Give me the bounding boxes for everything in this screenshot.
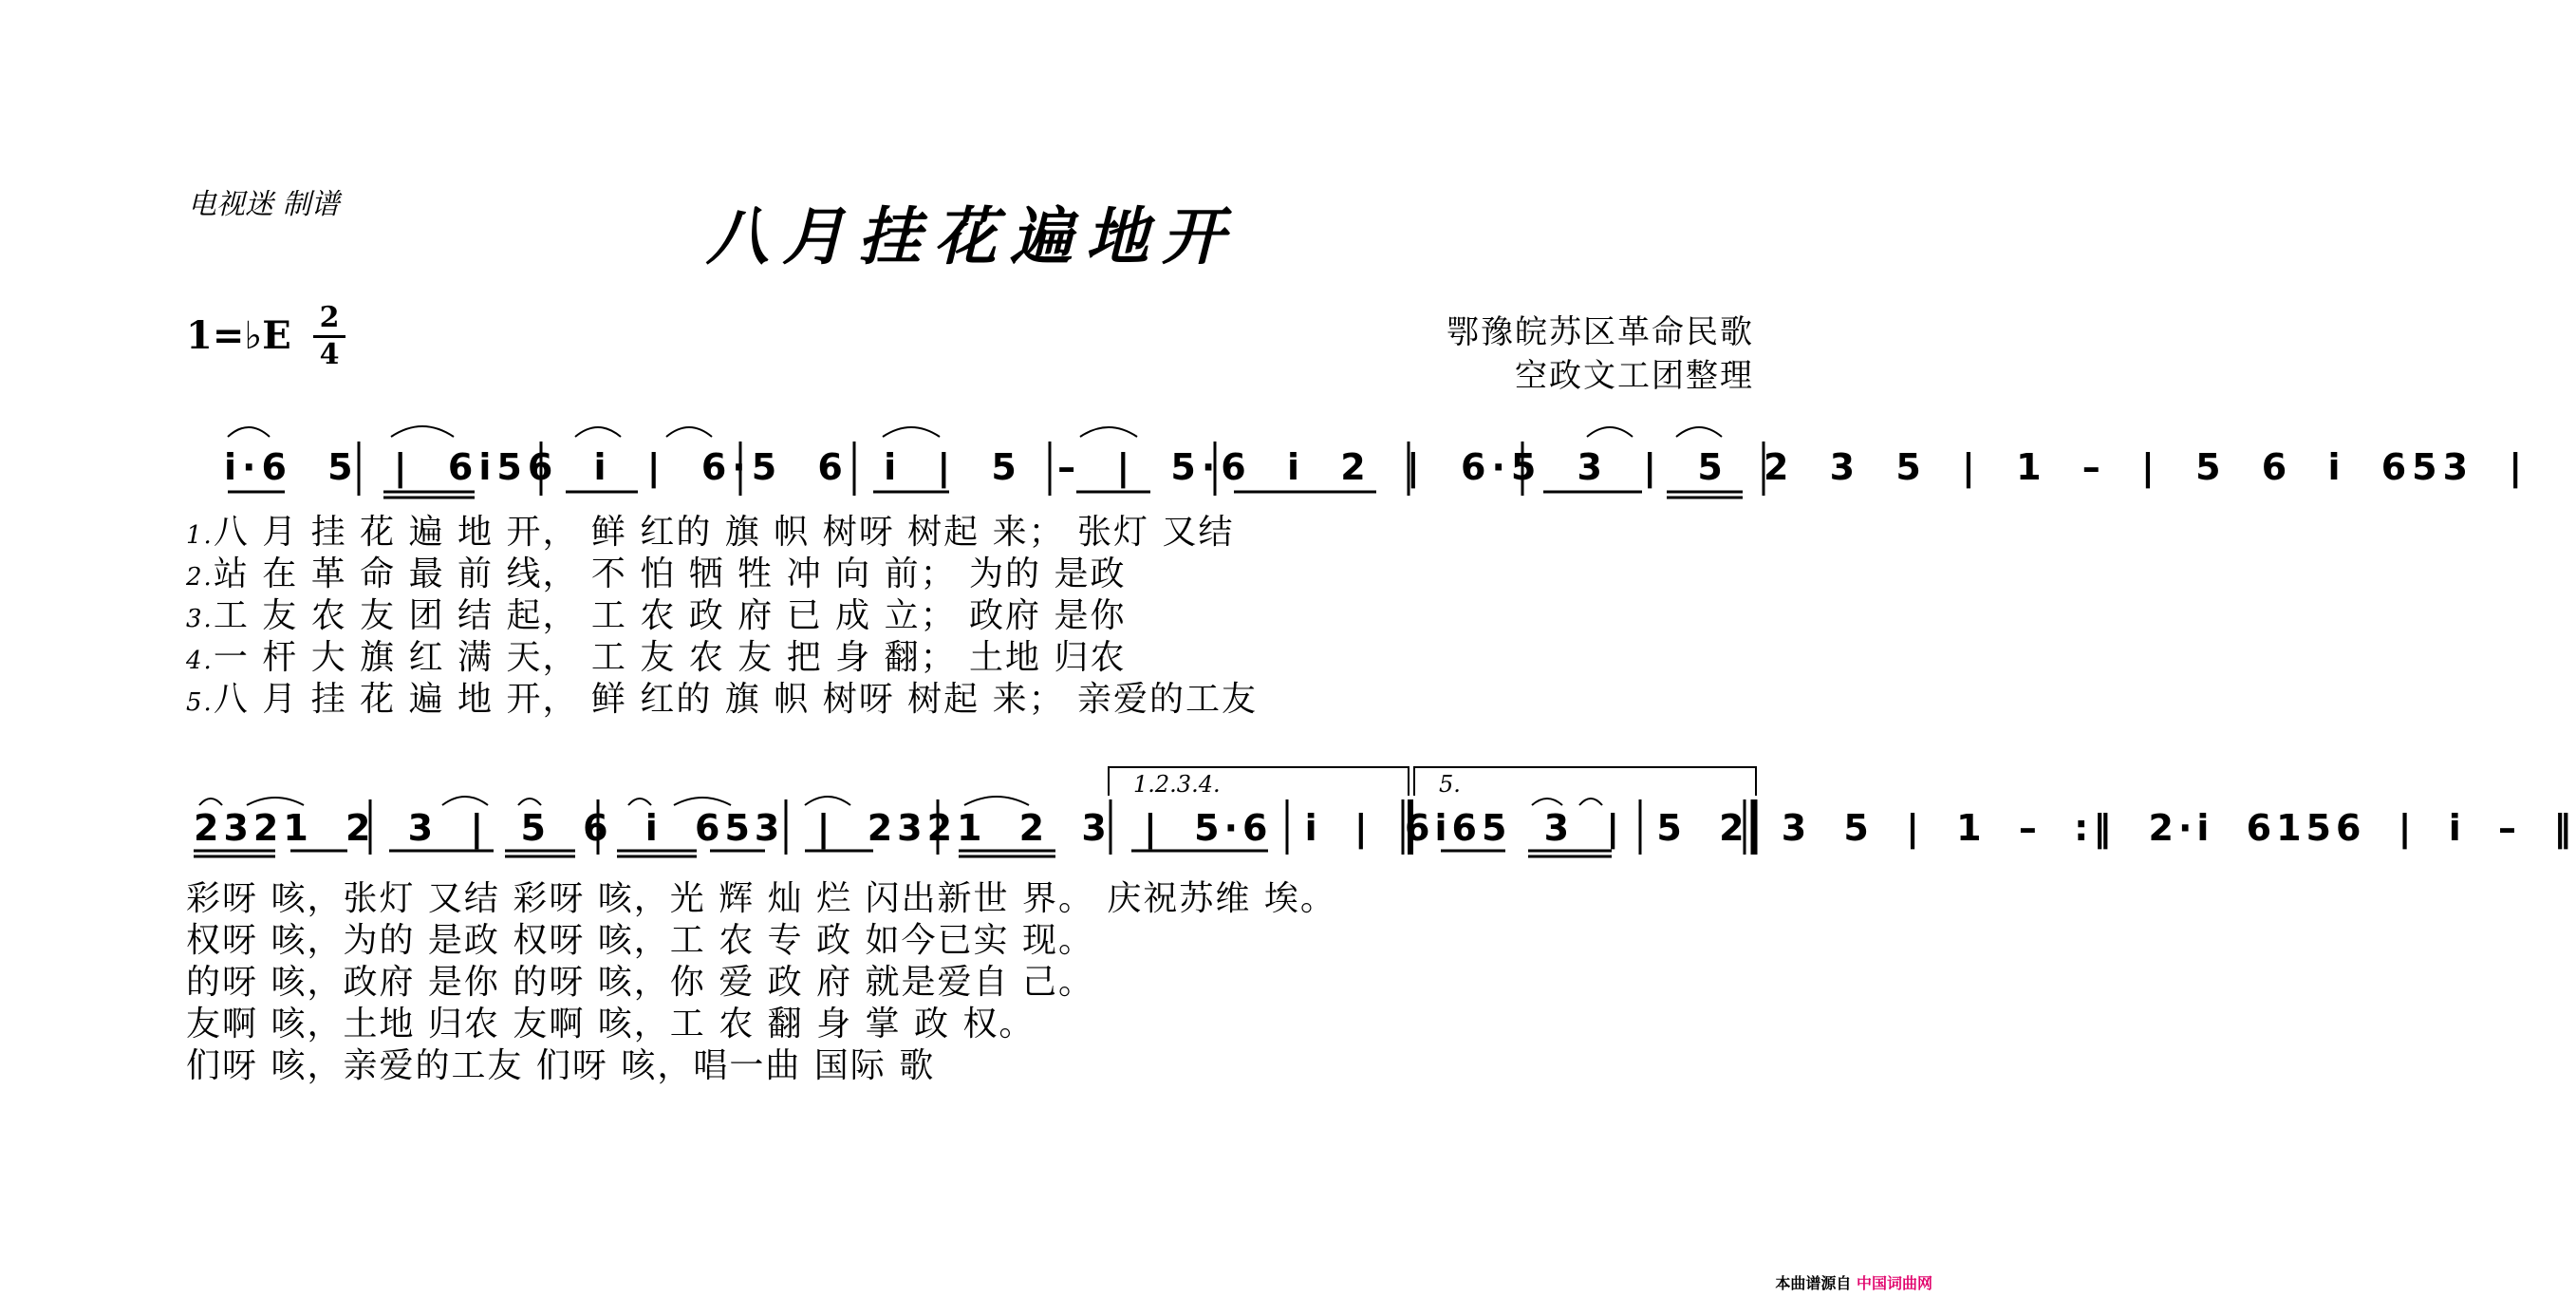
slur bbox=[391, 426, 454, 437]
verse-1-line-1: 1.八 月 挂 花 遍 地 开， 鲜 红的 旗 帜 树呀 树起 来； 张灯 又结 bbox=[186, 513, 1235, 552]
watermark-prefix: 本曲谱源自 bbox=[1775, 1274, 1852, 1292]
verse-1-line-2: 彩呀 咳，张灯 又结 彩呀 咳，光 辉 灿 烂 闪出新世 界。 庆祝苏维 埃。 bbox=[186, 879, 1336, 918]
notes-system-1: i·6 5 | 6i56 i | 6·5 6 i | 5 – | 5·6 i 2 | 6·5 3 | 5 2 3 5 | 1 – | 5 6 i 653 | bbox=[224, 446, 2529, 488]
slur bbox=[883, 427, 940, 437]
verse-2-line-2: 权呀 咳，为的 是政 权呀 咳，工 农 专 政 如今已实 现。 bbox=[186, 921, 1094, 960]
ending-2-label: 5. bbox=[1439, 771, 1461, 798]
song-title: 八月挂花遍地开 bbox=[706, 199, 1238, 273]
source-watermark bbox=[1775, 1271, 1932, 1293]
key-signature: 1=♭E bbox=[186, 313, 291, 358]
verse-3-line-2: 的呀 咳，政府 是你 的呀 咳，你 爱 政 府 就是爱自 己。 bbox=[186, 963, 1094, 1002]
slur bbox=[666, 427, 712, 437]
watermark-site-link[interactable]: 中国词曲网 bbox=[1856, 1274, 1932, 1292]
slur bbox=[575, 427, 621, 437]
verse-4-line-1: 4.一 杆 大 旗 红 满 天， 工 友 农 友 把 身 翻； 土地 归农 bbox=[186, 638, 1127, 677]
ending-1-label: 1.2.3.4. bbox=[1133, 771, 1221, 798]
slur bbox=[1587, 427, 1633, 437]
verse-4-line-2: 友啊 咳，土地 归农 友啊 咳，工 农 翻 身 掌 政 权。 bbox=[186, 1005, 1036, 1043]
source-line-1: 鄂豫皖苏区革命民歌 bbox=[1447, 313, 1754, 351]
time-numerator: 2 bbox=[319, 301, 340, 334]
notes-system-2: 2321 2 3 | 5 6 i 653 | 2321 2 3 | 5·6 i | 6i65 3 | 5 2 3 5 | 1 – :‖ 2·i 6156 | i – ‖ bbox=[194, 807, 2576, 849]
verse-5-line-2: 们呀 咳，亲爱的工友 们呀 咳，唱一曲 国际 歌 bbox=[186, 1046, 936, 1085]
source-line-2: 空政文工团整理 bbox=[1515, 357, 1754, 395]
verse-5-line-1: 5.八 月 挂 花 遍 地 开， 鲜 红的 旗 帜 树呀 树起 来； 亲爱的工友 bbox=[186, 680, 1259, 719]
arranger-credit: 电视迷 制谱 bbox=[188, 188, 340, 221]
verse-2-line-1: 2.站 在 革 命 最 前 线， 不 怕 牺 牲 冲 向 前； 为的 是政 bbox=[186, 555, 1127, 593]
verse-3-line-1: 3.工 友 农 友 团 结 起， 工 农 政 府 已 成 立； 政府 是你 bbox=[186, 596, 1127, 635]
slur bbox=[1676, 427, 1722, 437]
slur bbox=[1080, 427, 1137, 437]
time-denominator: 4 bbox=[319, 338, 340, 371]
slur bbox=[228, 427, 270, 437]
